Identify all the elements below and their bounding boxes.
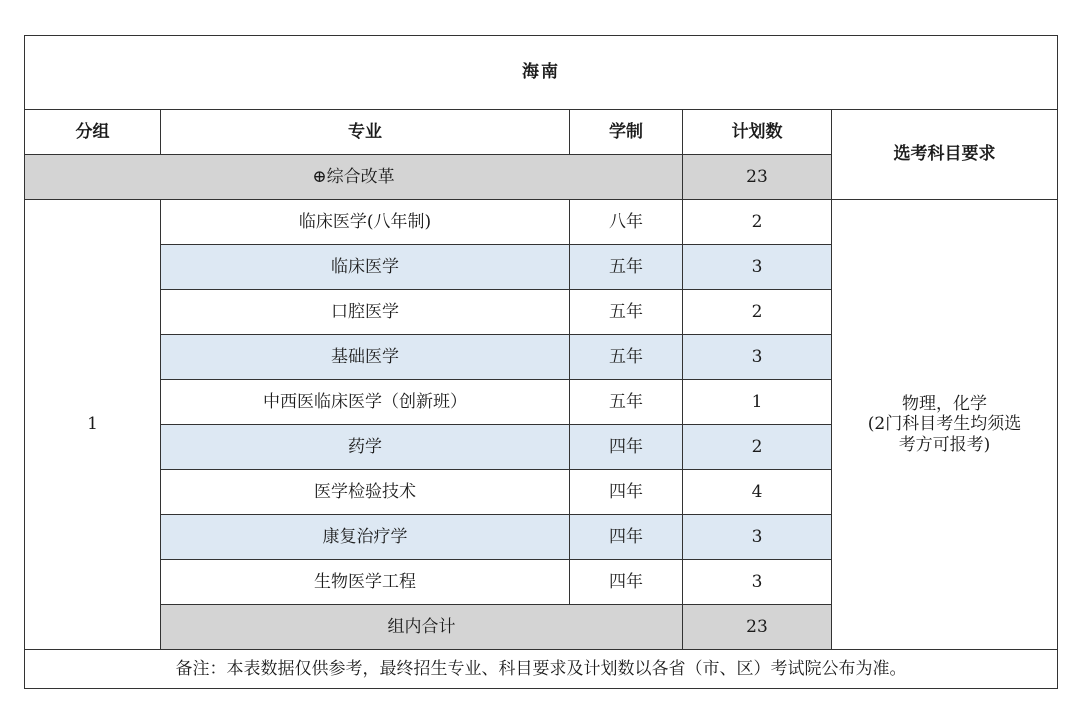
major-cell: 临床医学 — [161, 245, 570, 290]
header-plan: 计划数 — [683, 110, 832, 155]
major-cell: 中西医临床医学（创新班） — [161, 380, 570, 425]
plan-cell: 3 — [683, 560, 832, 605]
header-requirement: 选考科目要求 — [832, 110, 1058, 200]
requirement-line3: 考方可报考) — [898, 434, 991, 455]
major-cell: 临床医学(八年制) — [161, 200, 570, 245]
plan-cell: 1 — [683, 380, 832, 425]
duration-cell: 四年 — [570, 470, 683, 515]
plan-cell: 3 — [683, 245, 832, 290]
major-cell: 基础医学 — [161, 335, 570, 380]
table-title: 海南 — [25, 36, 1058, 110]
plan-cell: 4 — [683, 470, 832, 515]
duration-cell: 四年 — [570, 425, 683, 470]
total-plan: 23 — [683, 605, 832, 650]
plan-cell: 2 — [683, 290, 832, 335]
duration-cell: 五年 — [570, 290, 683, 335]
header-group: 分组 — [25, 110, 161, 155]
table-row — [25, 200, 1058, 245]
plan-cell: 2 — [683, 200, 832, 245]
major-cell: 药学 — [161, 425, 570, 470]
major-cell: 口腔医学 — [161, 290, 570, 335]
header-major: 专业 — [161, 110, 570, 155]
reform-label: ⊕综合改革 — [25, 155, 683, 200]
duration-cell: 四年 — [570, 560, 683, 605]
duration-cell: 四年 — [570, 515, 683, 560]
header-duration: 学制 — [570, 110, 683, 155]
plan-cell: 2 — [683, 425, 832, 470]
footnote: 备注：本表数据仅供参考，最终招生专业、科目要求及计划数以各省（市、区）考试院公布为准。 — [25, 650, 1058, 689]
major-cell: 康复治疗学 — [161, 515, 570, 560]
duration-cell: 五年 — [570, 380, 683, 425]
plan-cell: 3 — [683, 335, 832, 380]
duration-cell: 八年 — [570, 200, 683, 245]
total-label: 组内合计 — [161, 605, 683, 650]
duration-cell: 五年 — [570, 335, 683, 380]
plan-cell: 3 — [683, 515, 832, 560]
requirement-line1: 物理，化学 — [902, 393, 987, 414]
requirement-line2: (2门科目考生均须选 — [867, 414, 1022, 435]
requirement-cell — [832, 200, 1058, 650]
reform-plan: 23 — [683, 155, 832, 200]
admission-plan-table — [24, 35, 1058, 689]
duration-cell: 五年 — [570, 245, 683, 290]
major-cell: 生物医学工程 — [161, 560, 570, 605]
major-cell: 医学检验技术 — [161, 470, 570, 515]
group-id: 1 — [25, 200, 161, 650]
